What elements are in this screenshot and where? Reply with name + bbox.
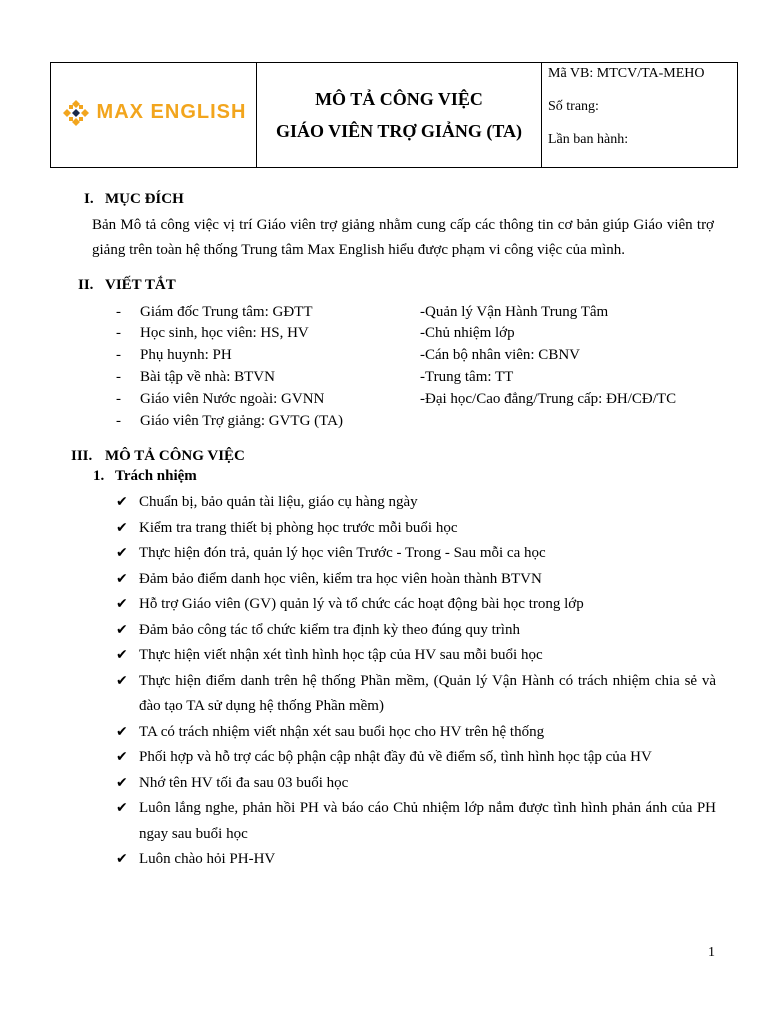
section-3-heading [71,448,245,465]
checkmark-icon: ✔ [116,545,128,561]
document-title [257,63,542,168]
checkmark-icon: ✔ [116,647,128,663]
checkmark-icon: ✔ [116,723,128,740]
max-english-logo-icon [61,98,91,128]
section-1-heading [84,191,184,208]
list-item: ✔ Thực hiện đón trả, quản lý học viên Trước - Trong - Sau mỗi ca học [116,541,716,567]
checkmark-icon: ✔ [116,519,128,536]
checkmark-icon: ✔ [116,800,128,816]
abbr-item: - Giáo viên Nước ngoài: GVNN [116,391,325,407]
document-meta [542,63,738,168]
checkmark-icon: ✔ [116,672,128,689]
checkmark-icon: ✔ [116,494,128,510]
checkmark-icon: ✔ [116,596,128,612]
list-item: ✔ Đảm bảo công tác tổ chức kiểm tra định kỳ theo đúng quy trình [116,618,716,644]
subsection-number: 1. [93,468,105,484]
logo-text: MAX ENGLISH [96,101,247,123]
list-item: ✔ Đảm bảo điểm danh học viên, kiểm tra học viên hoàn thành BTVN [116,567,716,593]
section-2-title: VIẾT TẮT [105,277,176,293]
abbr-item: -Đại học/Cao đẳng/Trung cấp: ĐH/CĐ/TC [420,391,677,407]
section-2-heading [78,277,176,294]
section-1-text: Bản Mô tả công việc vị trí Giáo viên trợ giảng nhằm cung cấp các thông tin cơ bản giúp Giáo viên trợ giảng trên toàn hệ thống Trung tâm Max English hiểu được phạm vi công việc của mình. [92,217,714,258]
doc-code: Mã VB: MTCV/TA-MEHO [548,66,705,81]
logo [61,98,247,128]
subsection-heading [93,468,197,485]
page-count-label: Số trang: [548,99,599,114]
section-1-title: MỤC ĐÍCH [105,191,184,207]
list-item: ✔ TA có trách nhiệm viết nhận xét sau buổi học cho HV trên hệ thống [116,720,716,746]
section-3-number: III. [71,448,93,464]
checkmark-icon: ✔ [116,774,128,791]
abbr-item: -Trung tâm: TT [420,369,514,385]
logo-cell [51,63,257,168]
list-item: ✔ Thực hiện viết nhận xét tình hình học tập của HV sau mỗi buổi học [116,643,716,669]
list-item: ✔ Thực hiện điểm danh trên hệ thống Phần mềm, (Quản lý Vận Hành có trách nhiệm chia sẻ và đào tạo TA sử dụng hệ thống Phần mềm) [116,669,716,720]
abbr-item: -Chủ nhiệm lớp [420,325,515,341]
list-item: ✔ Phối hợp và hỗ trợ các bộ phận cập nhật đầy đủ về điểm số, tình hình học tập của HV [116,745,716,771]
list-item: ✔ Nhớ tên HV tối đa sau 03 buổi học [116,771,716,797]
abbr-item: - Giám đốc Trung tâm: GĐTT [116,304,313,320]
checkmark-icon: ✔ [116,749,128,765]
abbr-item: - Giáo viên Trợ giảng: GVTG (TA) [116,413,343,429]
list-item: ✔ Luôn chào hỏi PH-HV [116,847,716,873]
checkmark-icon: ✔ [116,621,128,638]
page-number: 1 [708,945,715,960]
section-1-number: I. [84,191,94,207]
title-line-2: GIÁO VIÊN TRỢ GIẢNG (TA) [275,121,523,141]
list-item: ✔ Luôn lắng nghe, phản hồi PH và báo cáo Chủ nhiệm lớp nắm được tình hình phản ánh của PH ngay sau buổi học [116,796,716,847]
abbr-item: -Quản lý Vận Hành Trung Tâm [420,304,609,320]
checkmark-icon: ✔ [116,570,128,587]
list-item: ✔ Kiểm tra trang thiết bị phòng học trước mỗi buổi học [116,516,716,542]
abbr-item: - Bài tập về nhà: BTVN [116,369,275,385]
list-item: ✔ Hỗ trợ Giáo viên (GV) quản lý và tổ chức các hoạt động bài học trong lớp [116,592,716,618]
abbr-item: -Cán bộ nhân viên: CBNV [420,347,580,363]
section-3-title: MÔ TẢ CÔNG VIỆC [105,448,245,464]
responsibility-list [116,490,716,873]
document-header [50,62,738,168]
subsection-title: Trách nhiệm [115,468,197,484]
section-2-number: II. [78,277,94,293]
abbr-item: - Học sinh, học viên: HS, HV [116,325,309,341]
list-item: ✔ Chuẩn bị, bảo quản tài liệu, giáo cụ hàng ngày [116,490,716,516]
title-line-1: MÔ TẢ CÔNG VIỆC [315,89,483,109]
issue-label: Lần ban hành: [548,132,629,147]
checkmark-icon: ✔ [116,851,128,867]
abbr-item: - Phụ huynh: PH [116,347,232,363]
